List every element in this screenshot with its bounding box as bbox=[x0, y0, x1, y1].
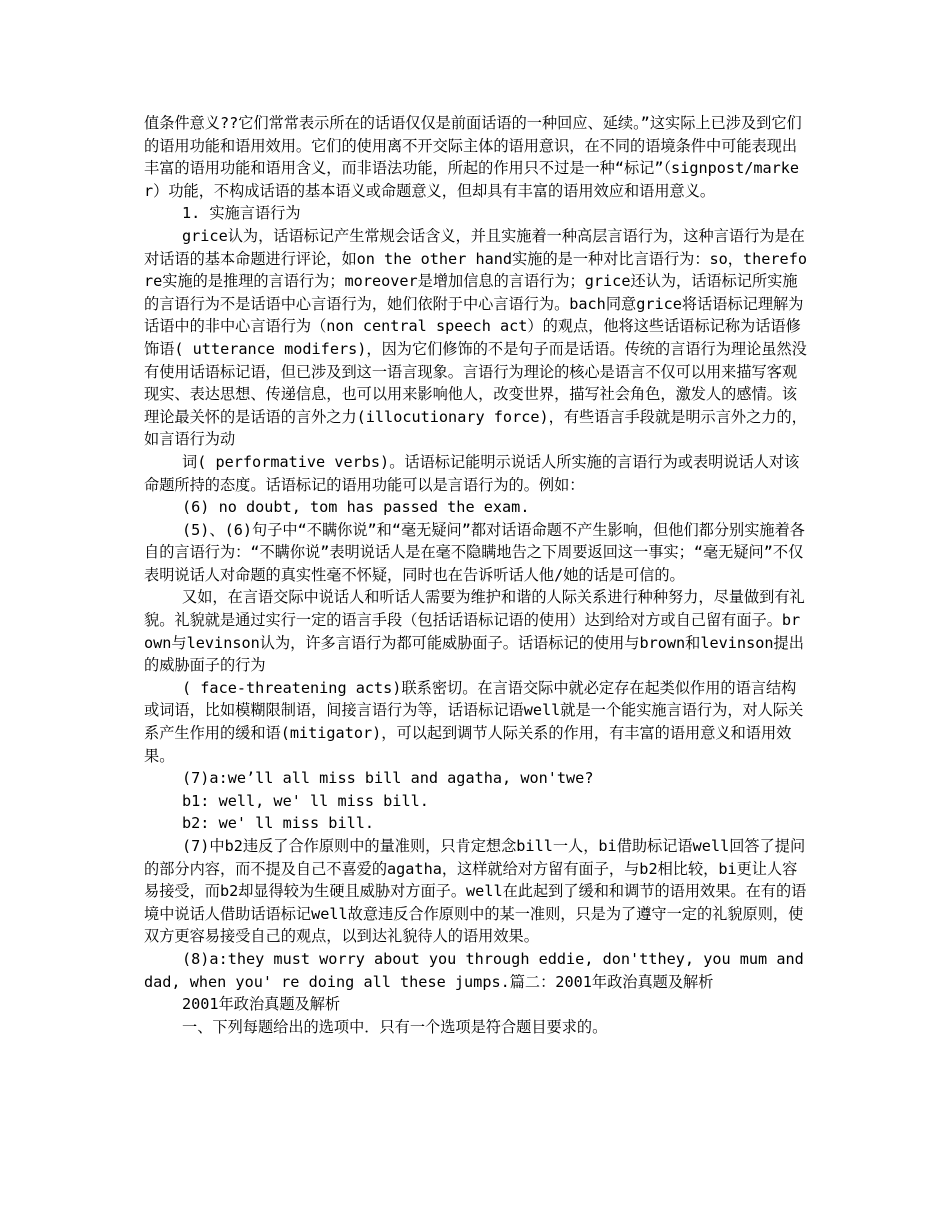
section-heading: 2001年政治真题及解析 bbox=[182, 995, 341, 1014]
section-heading: 1. 实施言语行为 bbox=[182, 204, 301, 223]
example-sentence: (6) no doubt, tom has passed the exam. bbox=[182, 498, 530, 517]
example-sentence: (7)a:we’ll all miss bill and agatha, won'twe? bbox=[182, 769, 594, 788]
example-sentence: b1: well, we' ll miss bill. bbox=[182, 791, 429, 810]
paragraph: 词( performative verbs)。话语标记能明示说话人所实施的言语行为或表明说话人对该命题所持的态度。话语标记的语用功能可以是言语行为的。例如： bbox=[144, 452, 800, 494]
paragraph: 一、下列每题给出的选项中．只有一个选项是符合题目要求的。 bbox=[182, 1017, 608, 1036]
paragraph: 值条件意义??它们常常表示所在的话语仅仅是前面话语的一种回应、延续。”这实际上已涉及到它们的语用功能和语用效用。它们的使用离不开交际主体的语用意识，在不同的语境条件中可能表现出丰富的语用功能和语用含义，而非语法功能，所起的作用只不过是一种“标记”（signpost/marker）功能，不构成话语的基本语义或命题意义，但却具有丰富的语用效应和语用意义。 bbox=[144, 114, 802, 200]
paragraph: (8)a:they must worry about you through eddie, don'tthey, you mum and dad, when you' re doing all these jumps.篇二：2001年政治真题及解析 bbox=[144, 949, 804, 991]
example-sentence: b2: we' ll miss bill. bbox=[182, 814, 375, 833]
paragraph: 又如，在言语交际中说话人和听话人需要为维护和谐的人际关系进行种种努力，尽量做到有礼貌。礼貌就是通过实行一定的语言手段（包括话语标记语的使用）达到给对方或自己留有面子。brown与levinson认为，许多言语行为都可能威胁面子。话语标记的使用与brown和levinson提出的威胁面子的行为 bbox=[144, 588, 805, 675]
document-page bbox=[144, 112, 808, 1038]
paragraph: grice认为，话语标记产生常规会话含义，并且实施着一种高层言语行为，这种言语行为是在对话语的基本命题进行评论，如on the other hand实施的是一种对比言语行为：so，therefore实施的是推理的言语行为；moreover是增加信息的言语行为；grice还认为，话语标记所实施的言语行为不是话语中心言语行为，她们依附于中心言语行为。bach同意grice将话语标记理解为话语中的非中心言语行为（non central speech act）的观点，他将这些话语标记称为话语修饰语( utterance modifers)，因为它们修饰的不是句子而是话语。传统的言语行为理论虽然没有使用话语标记语，但已涉及到这一语言现象。言语行为理论的核心是语言不仅可以用来描写客观现实、表达思想、传递信息，也可以用来影响他人，改变世界，描写社会角色，激发人的感情。该理论最关怀的是话语的言外之力(illocutionary force)，有些语言手段就是明示言外之力的，如言语行为动 bbox=[144, 226, 807, 449]
paragraph: (7)中b2违反了合作原则中的量准则，只肯定想念bill一人，bi借助标记语well回答了提问的部分内容，而不提及自己不喜爱的agatha，这样就给对方留有面子，与b2相比较，bi更让人容易接受，而b2却显得较为生硬且威胁对方面子。well在此起到了缓和和调节的语用效果。在有的语境中说话人借助话语标记well故意违反合作原则中的某一准则，只是为了遵守一定的礼貌原则，使双方更容易接受自己的观点，以到达礼貌待人的语用效果。 bbox=[144, 837, 807, 946]
paragraph: (5)、(6)句子中“不瞒你说”和“毫无疑问”都对话语命题不产生影响，但他们都分别实施着各自的言语行为：“不瞒你说”表明说话人是在毫不隐瞒地告之下周要返回这一事实；“毫无疑问”不仅表明说话人对命题的真实性毫不怀疑，同时也在告诉听话人他/她的话是可信的。 bbox=[144, 520, 805, 584]
paragraph: ( face-threatening acts)联系密切。在言语交际中就必定存在起类似作用的语言结构或词语，比如模糊限制语，间接言语行为等，话语标记语well就是一个能实施言语行为，对人际关系产生作用的缓和语(mitigator)，可以起到调节人际关系的作用，有丰富的语用意义和语用效果。 bbox=[144, 678, 804, 765]
